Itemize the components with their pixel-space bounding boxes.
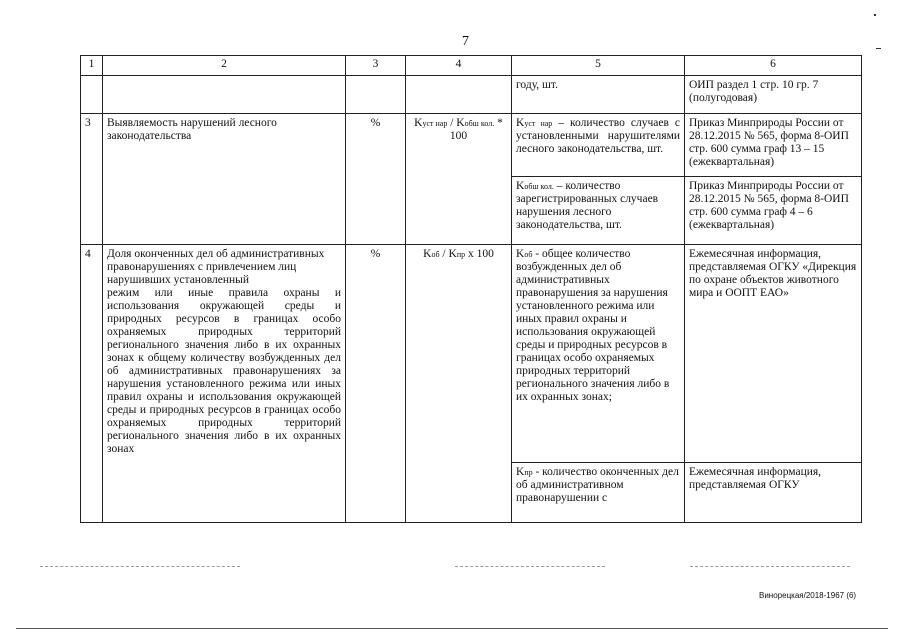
formula-separator: / bbox=[439, 248, 449, 260]
definition-text: - количество оконченных дел об административном правонарушении с bbox=[516, 466, 679, 504]
formula-separator: / bbox=[447, 117, 457, 129]
formula-symbol: K bbox=[414, 117, 423, 129]
scan-line bbox=[40, 566, 240, 567]
footer-rule bbox=[16, 628, 888, 629]
formula-cell bbox=[406, 245, 512, 523]
scan-mark bbox=[874, 14, 876, 16]
header-cell: 4 bbox=[406, 56, 512, 76]
header-cell: 5 bbox=[512, 56, 685, 76]
header-cell: 1 bbox=[81, 56, 103, 76]
formula-subscript: пр bbox=[456, 250, 466, 259]
row-number: 3 bbox=[81, 114, 103, 245]
scan-line bbox=[690, 566, 850, 567]
definition-cell: году, шт. bbox=[512, 76, 685, 114]
formula-symbol: K bbox=[456, 117, 465, 129]
formula-cell bbox=[406, 114, 512, 245]
source-cell: Ежемесячная информация, представляемая ОГКУ bbox=[685, 463, 862, 523]
header-cell: 2 bbox=[103, 56, 346, 76]
definition-text: - общее количество возбужденных дел об административных правонарушения за нарушения установленного режима или иных правил охраны и использования окружающей среды и природных ресурсов в границах особо охраняемых природных территорий регионального значения либо в их охранных зонах; bbox=[516, 248, 670, 403]
definition-symbol: K bbox=[516, 117, 525, 129]
definition-subscript: обш кол. bbox=[524, 182, 554, 191]
footer-document-code: Винорецкая/2018-1967 (6) bbox=[759, 591, 857, 600]
formula-symbol: K bbox=[448, 248, 457, 260]
table-row-continuation bbox=[81, 76, 862, 114]
source-cell: Приказ Минприроды России от 28.12.2015 № 565, форма 8-ОИП стр. 600 сумма граф 13 – 15 (ежеквартальная) bbox=[685, 114, 862, 177]
table-header-row bbox=[81, 56, 862, 76]
formula-tail: х 100 bbox=[465, 248, 494, 260]
page-number: 7 bbox=[462, 34, 469, 49]
header-cell: 3 bbox=[346, 56, 406, 76]
definition-symbol: K bbox=[516, 180, 525, 192]
scan-mark bbox=[876, 48, 881, 49]
table-row-3a bbox=[81, 114, 862, 177]
definition-text: – количество случаев с установленными нарушителями лесного законодательства, шт. bbox=[516, 117, 680, 155]
table-row-4a bbox=[81, 245, 862, 463]
unit-cell: % bbox=[346, 114, 406, 245]
formula-subscript: об bbox=[431, 250, 440, 259]
source-cell: ОИП раздел 1 стр. 10 гр. 7 (полугодовая) bbox=[685, 76, 862, 114]
definition-subscript: пр bbox=[524, 468, 533, 477]
row-number: 4 bbox=[81, 245, 103, 523]
definition-subscript: об bbox=[524, 250, 533, 259]
definition-cell bbox=[512, 463, 685, 523]
definition-cell bbox=[512, 114, 685, 177]
unit-cell: % bbox=[346, 245, 406, 523]
scan-line bbox=[455, 566, 605, 567]
source-cell: Ежемесячная информация, представляемая ОГКУ «Дирекция по охране объектов животного мира и ООПТ ЕАО» bbox=[685, 245, 862, 463]
definition-cell bbox=[512, 245, 685, 463]
definition-cell bbox=[512, 177, 685, 245]
indicator-name-part: Доля оконченных дел об административных правонарушениях с привлечением лиц нарушивших установленный bbox=[107, 248, 325, 286]
source-cell: Приказ Минприроды России от 28.12.2015 № 565, форма 8-ОИП стр. 600 сумма граф 4 – 6 (ежеквартальная) bbox=[685, 177, 862, 245]
indicator-table bbox=[80, 55, 862, 523]
indicator-name bbox=[103, 245, 346, 523]
definition-symbol: K bbox=[516, 466, 525, 478]
indicator-name-part: режим или иные правила охраны и использования окружающей среды и природных ресурсов в границах особо охраняемых природных территорий регионального значения либо в их охранных зонах к общему количеству возбужденных дел об административных правонарушениях за нарушения установленного режима или иных правил охраны и использования окружающей среды и природных ресурсов в границах особо охраняемых природных территорий регионального значения либо в их охранных зонах bbox=[107, 287, 341, 455]
formula-symbol: K bbox=[423, 248, 432, 260]
formula-tail: * 100 bbox=[449, 117, 503, 142]
definition-text: – количество зарегистрированных случаев нарушения лесного законодательства, шт. bbox=[516, 180, 659, 231]
definition-subscript: уст нар bbox=[524, 119, 553, 128]
header-cell: 6 bbox=[685, 56, 862, 76]
indicator-name: Выявляемость нарушений лесного законодательства bbox=[103, 114, 346, 245]
definition-symbol: K bbox=[516, 248, 525, 260]
formula-subscript: обш кол. bbox=[464, 119, 495, 128]
formula-subscript: уст нар bbox=[422, 119, 448, 128]
